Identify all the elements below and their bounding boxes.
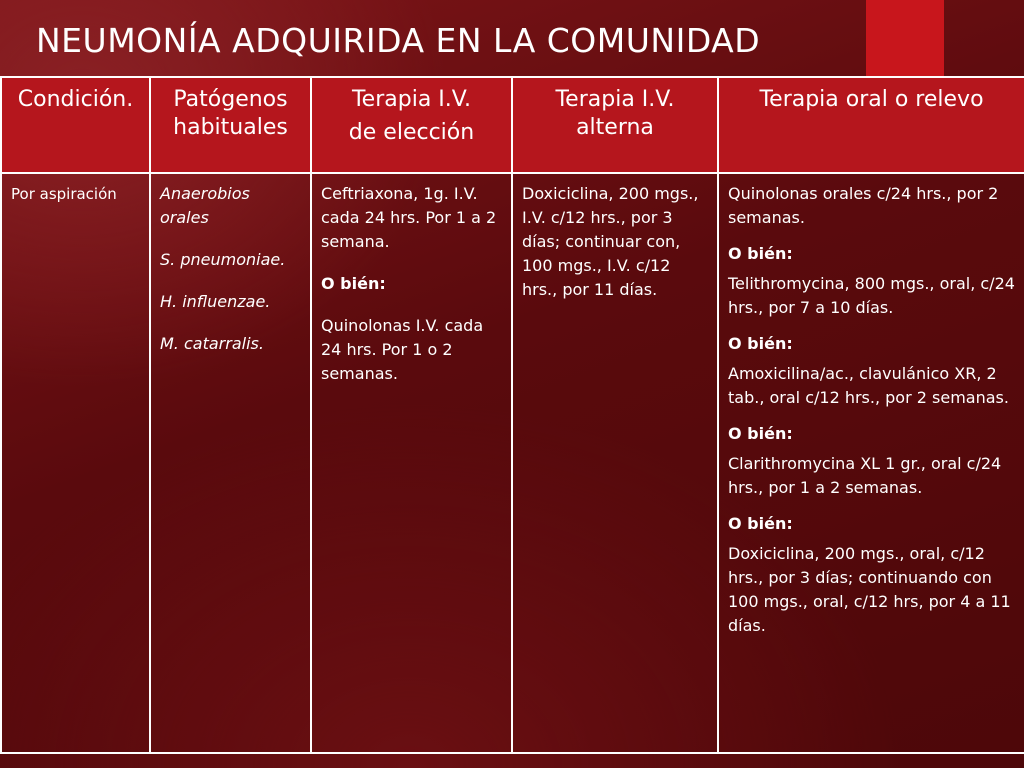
therapy-item: Clarithromycina XL 1 gr., oral c/24 hrs., por 1 a 2 semanas. [728,454,1002,497]
therapy-item: Quinolonas orales c/24 hrs., por 2 semanas. [728,184,999,227]
therapy-connector: O bién: [728,514,793,533]
pathogen-item: M. catarralis. [160,334,264,353]
header-line: Patógenos [173,87,288,112]
therapy-connector: O bién: [728,424,793,443]
therapy-item: Ceftriaxona, 1g. I.V. cada 24 hrs. Por 1 a 2 semana. [321,184,497,251]
header-line: alterna [576,115,654,140]
condition-text: Por aspiración [11,185,117,203]
header-row [1,77,1024,173]
therapy-item: Doxiciclina, 200 mgs., oral, c/12 hrs., por 3 días; continuando con 100 mgs., oral, c/12 hrs, por 4 a 11 días. [728,544,1011,635]
header-line: habituales [173,115,288,140]
therapy-item: Telithromycina, 800 mgs., oral, c/24 hrs., por 7 a 10 días. [728,274,1015,317]
header-terapia-alterna [512,77,718,173]
therapy-connector: O bién: [321,274,386,293]
cell-patogenos [150,173,311,753]
therapy-item: Doxiciclina, 200 mgs., I.V. c/12 hrs., por 3 días; continuar con, 100 mgs., I.V. c/12 hrs., por 11 días. [522,184,699,299]
table-row [1,173,1024,753]
slide-title: NEUMONÍA ADQUIRIDA EN LA COMUNIDAD [36,21,761,60]
cell-terapia-eleccion [311,173,512,753]
header-line: Condición. [17,87,134,112]
therapy-item: Amoxicilina/ac., clavulánico XR, 2 tab., oral c/12 hrs., por 2 semanas. [728,364,1009,407]
header-terapia-oral [718,77,1024,173]
pathogen-item: Anaerobios orales [160,184,250,227]
header-line: Terapia I.V. [555,87,675,112]
header-patogenos [150,77,311,173]
pathogen-item: S. pneumoniae. [160,250,286,269]
cell-terapia-alterna [512,173,718,753]
header-line: Terapia oral o relevo [759,87,984,112]
header-line: Terapia I.V. [351,87,471,112]
therapy-item: Quinolonas I.V. cada 24 hrs. Por 1 o 2 semanas. [321,316,484,383]
pathogen-item: H. influenzae. [160,292,271,311]
header-terapia-eleccion [311,77,512,173]
header-line: de elección [348,120,475,145]
cell-terapia-oral [718,173,1024,753]
cell-condicion [1,173,150,753]
header-condicion [1,77,150,173]
therapy-connector: O bién: [728,244,793,263]
therapy-table [0,76,1024,754]
therapy-connector: O bién: [728,334,793,353]
